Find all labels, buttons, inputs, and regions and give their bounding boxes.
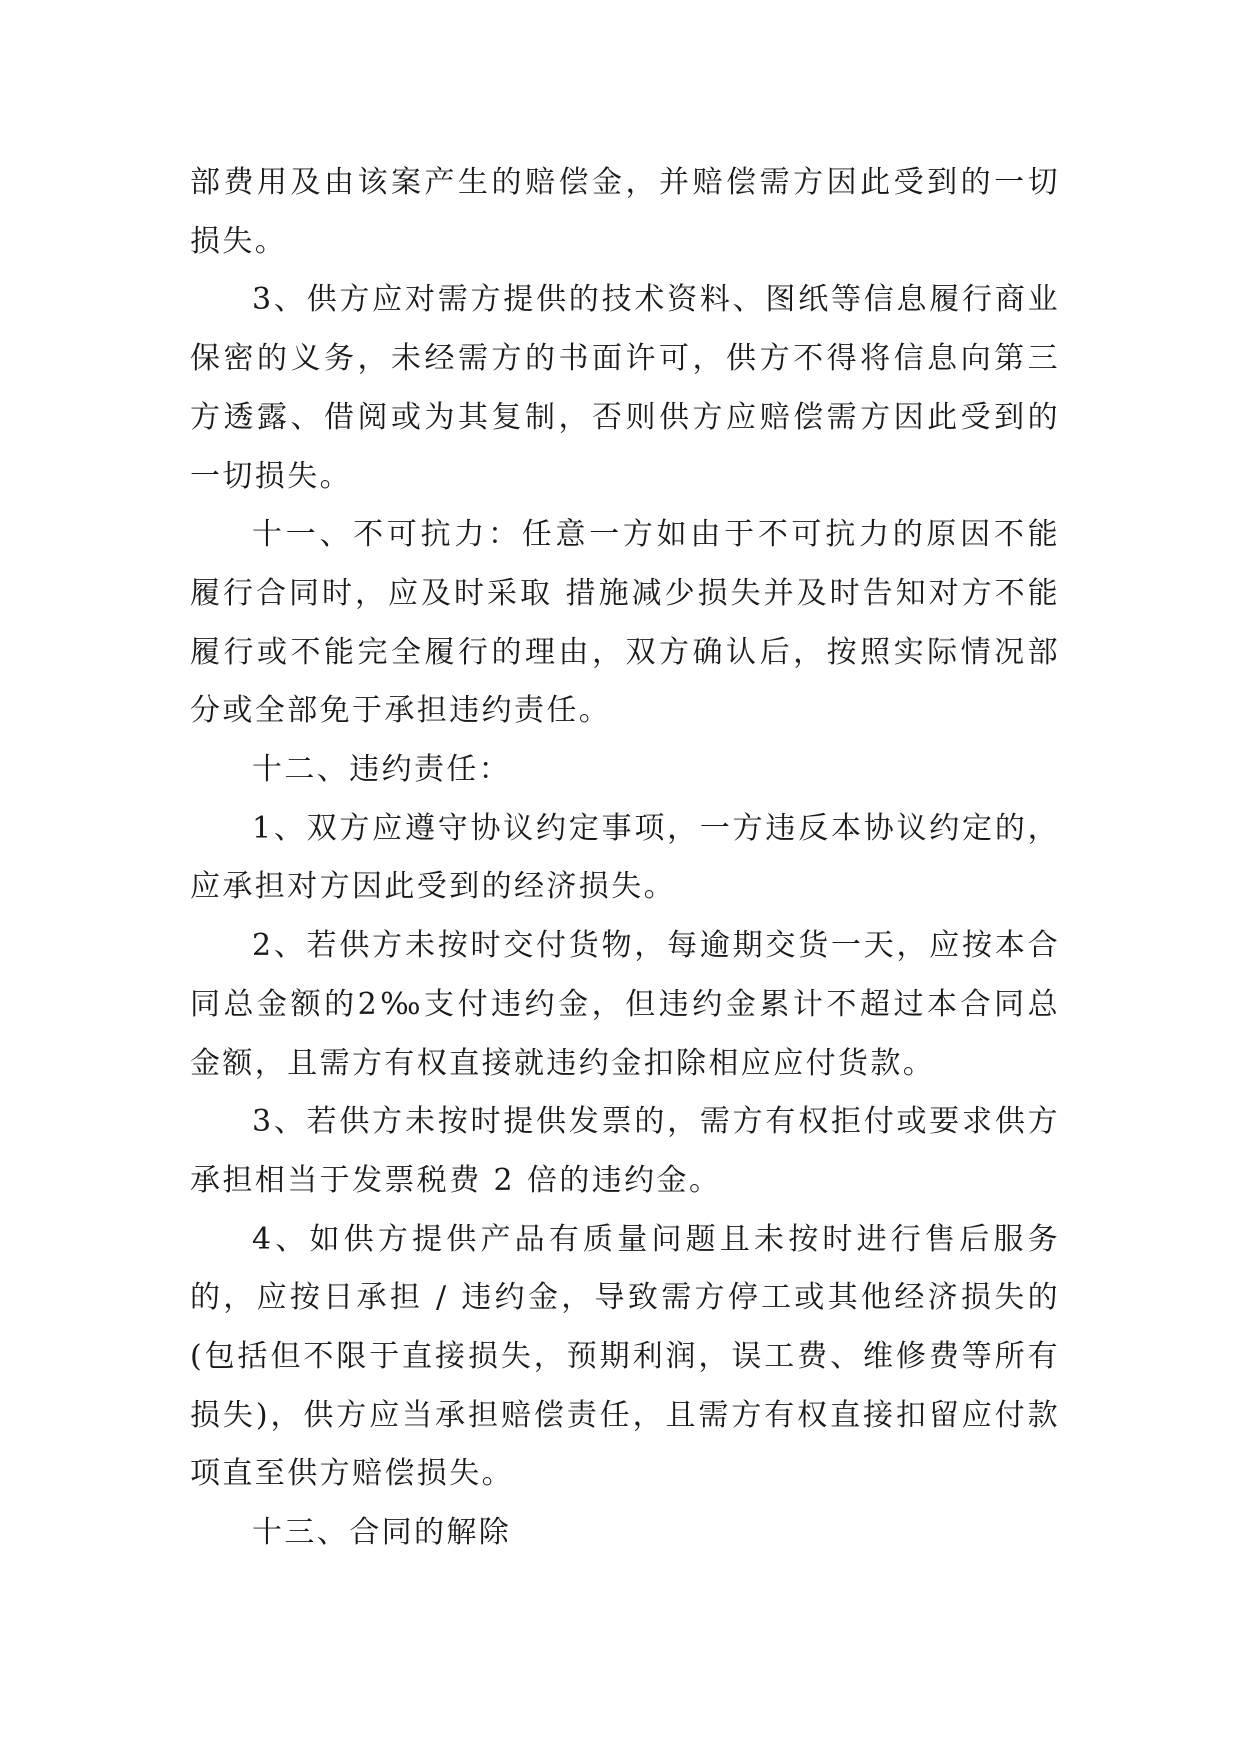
paragraph-6: 2、若供方未按时交付货物，每逾期交货一天，应按本合同总金额的2‰支付违约金，但违约金累计不超过本合同总金额，且需方有权直接就违约金扣除相应应付货款。 <box>190 928 1060 1081</box>
document-body <box>190 154 1060 1563</box>
paragraph-8: 4、如供方提供产品有质量问题且未按时进行售后服务的，应按日承担 / 违约金，导致需方停工或其他经济损失的(包括但不限于直接损失，预期利润，误工费、维修费等所有损失)，供方应当承担赔偿责任，且需方有权直接扣留应付款项直至供方赔偿损失。 <box>190 1221 1060 1492</box>
paragraph-1: 部费用及由该案产生的赔偿金，并赔偿需方因此受到的一切损失。 <box>190 165 1060 259</box>
paragraph-4: 十二、违约责任： <box>252 752 512 788</box>
paragraph-3: 十一、不可抗力：任意一方如由于不可抗力的原因不能履行合同时，应及时采取 措施减少损失并及时告知对方不能履行或不能完全履行的理由，双方确认后，按照实际情况部分或全部免于承担违约责任。 <box>190 517 1060 729</box>
paragraph-9: 十三、合同的解除 <box>252 1515 512 1551</box>
paragraph-7: 3、若供方未按时提供发票的，需方有权拒付或要求供方承担相当于发票税费 2 倍的违约金。 <box>190 1104 1060 1198</box>
paragraph-5: 1、双方应遵守协议约定事项，一方违反本协议约定的，应承担对方因此受到的经济损失。 <box>190 810 1060 905</box>
paragraph-2: 3、供方应对需方提供的技术资料、图纸等信息履行商业保密的义务，未经需方的书面许可，供方不得将信息向第三方透露、借阅或为其复制，否则供方应赔偿需方因此受到的一切损失。 <box>190 282 1060 494</box>
